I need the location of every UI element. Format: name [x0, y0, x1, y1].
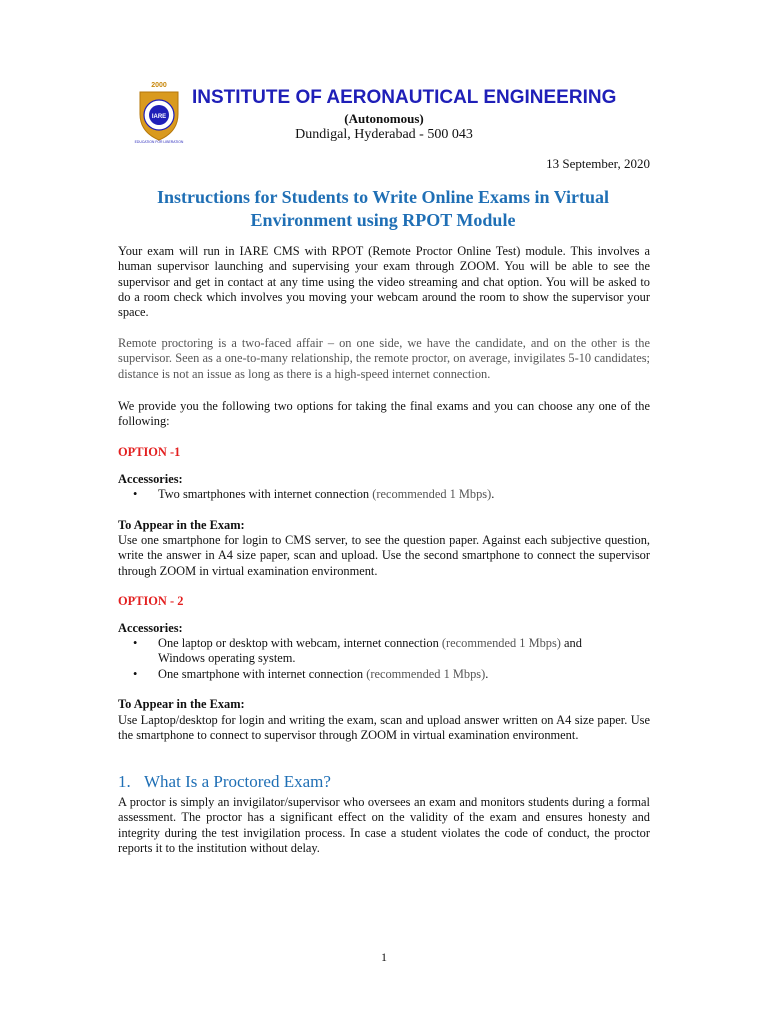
section-1-paragraph: A proctor is simply an invigilator/supervisor who oversees an exam and monitors students during a formal assessment. The proctor has a significant effect on the validity of the exam and ensures honesty and integrity during the test invigilation process. In case a student violates the code of conduct, the proctor reports it to the institution without delay. — [118, 795, 650, 855]
options-intro-paragraph: We provide you the following two options for taking the final exams and you can choose any one of the following: — [118, 399, 650, 429]
option-1-appear-text: Use one smartphone for login to CMS server, to see the question paper. Against each subjective question, write the answer in A4 size paper, scan and upload. Use the second smartphone to connect the supervisor through ZOOM in virtual examination environment. — [118, 533, 650, 578]
logo-center-text: IARE — [151, 114, 167, 120]
document-date: 13 September, 2020 — [546, 156, 650, 171]
option-2-accessories-label: Accessories: — [118, 621, 183, 635]
address: Dundigal, Hyderabad - 500 043 — [295, 127, 473, 142]
logo-year-text: 2000 — [151, 82, 167, 89]
institute-name: INSTITUTE OF AERONAUTICAL ENGINEERING — [192, 87, 617, 108]
list-item: • One laptop or desktop with webcam, internet connection (recommended 1 Mbps) and Windows operating system. — [158, 636, 628, 667]
option-1-accessories-list — [118, 487, 678, 502]
option-2-appear-label: To Appear in the Exam: — [118, 697, 245, 711]
logo-ring-text: EDUCATION FOR LIBERATION — [134, 140, 184, 144]
section-1-heading — [118, 772, 331, 792]
option-1-accessories-label: Accessories: — [118, 472, 183, 486]
option-2-accessories-list — [118, 636, 628, 682]
option-2-heading: OPTION - 2 — [118, 594, 184, 608]
title-line-1: Instructions for Students to Write Online Exams in Virtual — [156, 187, 610, 207]
section-1-number: 1. — [118, 772, 131, 791]
intro-paragraph: Your exam will run in IARE CMS with RPOT (Remote Proctor Online Test) module. This involves a human supervisor launching and supervising your exam through ZOOM. You will be able to see the supervisor and get in contact at any time using the video streaming and chat option. You will be asked to do a room check which involves you moving your webcam around the room to show the supervisor your space. — [118, 244, 650, 320]
remote-proctoring-paragraph: Remote proctoring is a two-faced affair – on one side, we have the candidate, and on the other is the supervisor. Seen as a one-to-many relationship, the remote proctor, on average, invigilates 5-10 candidates; distance is not an issue as long as there is a high-speed internet connection. — [118, 336, 650, 381]
option-1-appear-label: To Appear in the Exam: — [118, 518, 245, 532]
option-1-heading: OPTION -1 — [118, 445, 181, 459]
page-number: 1 — [381, 950, 387, 964]
section-1-title: What Is a Proctored Exam? — [144, 772, 331, 791]
list-item: • One smartphone with internet connection (recommended 1 Mbps). — [158, 667, 628, 682]
autonomous-label: (Autonomous) — [344, 111, 424, 126]
document-title — [118, 186, 648, 232]
list-item: • Two smartphones with internet connection (recommended 1 Mbps). — [158, 487, 678, 502]
title-line-2: Environment using RPOT Module — [250, 210, 516, 230]
option-2-appear-text: Use Laptop/desktop for login and writing the exam, scan and upload answer written on A4 size paper. Use the smartphone to connect to supervisor through ZOOM in virtual examination environment. — [118, 713, 650, 743]
